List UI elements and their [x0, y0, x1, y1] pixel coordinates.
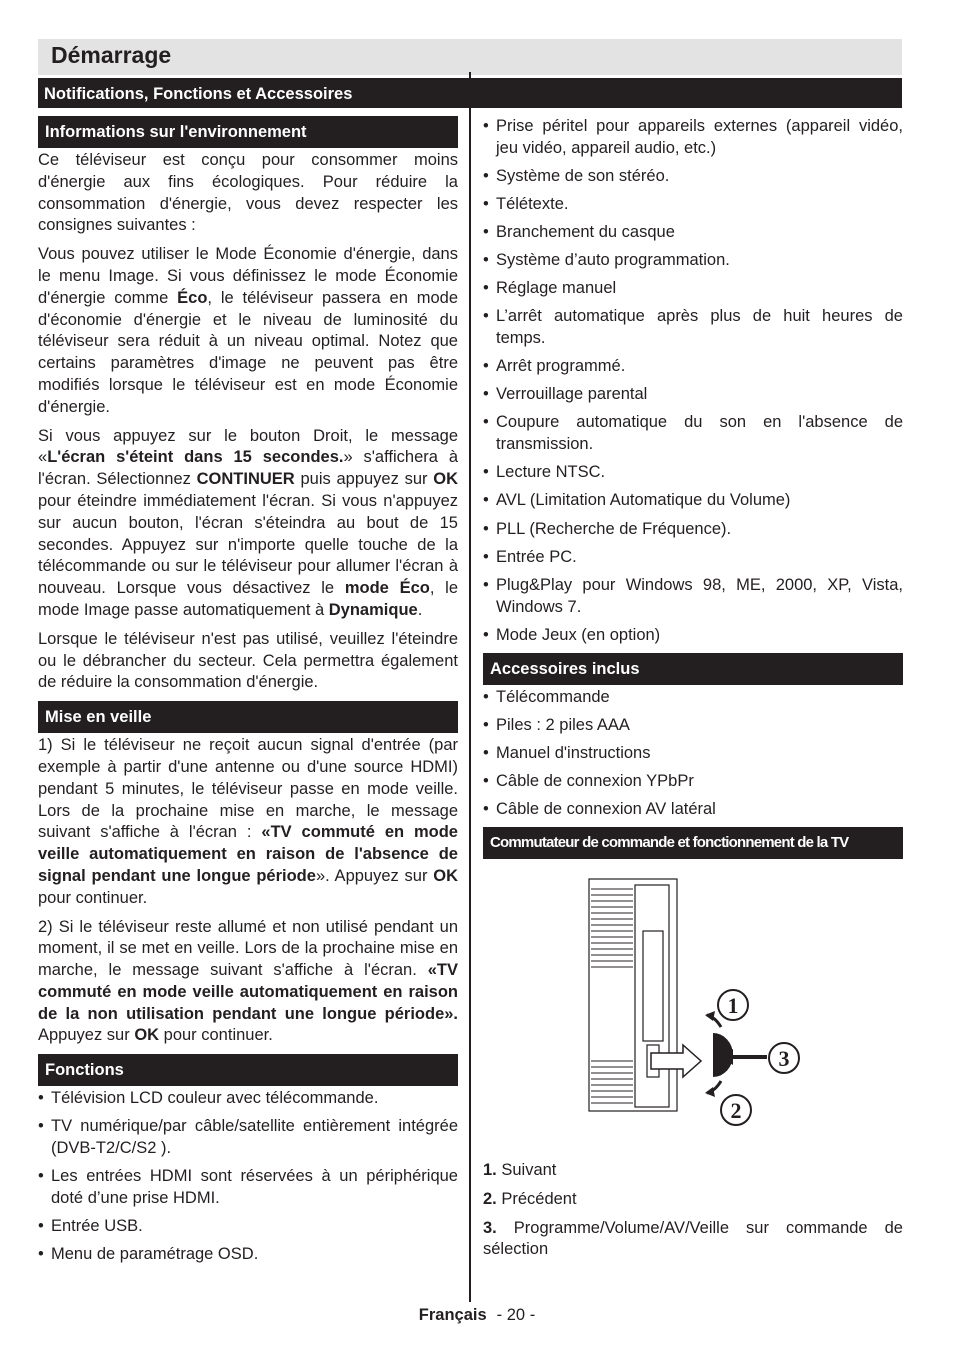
- tv-inner-panel: [643, 931, 663, 1041]
- list-item: • Entrée PC.: [483, 547, 903, 569]
- list-item: • Mode Jeux (en option): [483, 625, 903, 647]
- list-item: • L’arrêt automatique après plus de huit heures de temps.: [483, 306, 903, 350]
- standby-paragraph-1: 1) Si le téléviseur ne reçoit aucun signal d'entrée (par exemple à partir d'une antenne ou d'une source HDMI) pendant 5 minutes, le téléviseur passe en mode veille. Lors de la prochaine mise en marche, le message suivant s'affiche à l'écran : «TV commuté en mode veille automatiquement en raison de l'absence de signal pendant une longue période». Appuyez sur OK pour continuer.: [38, 736, 458, 907]
- list-item: • AVL (Limitation Automatique du Volume): [483, 490, 903, 512]
- features-heading: Fonctions: [38, 1054, 458, 1086]
- features-list-right: [483, 116, 903, 646]
- list-item: • Piles : 2 piles AAA: [483, 715, 903, 737]
- standby-paragraph-2: 2) Si le téléviseur reste allumé et non utilisé pendant un moment, il se met en veille. Lors de la prochaine mise en marche, le message suivant s'affiche à l'écran. «TV commuté en mode veille automatiquement en raison de la non utilisation pendant une longue période». Appuyez sur OK pour continuer.: [38, 917, 458, 1045]
- list-item: • Verrouillage parental: [483, 384, 903, 406]
- page-footer: [0, 1306, 954, 1325]
- label-1: 1: [727, 993, 739, 1019]
- page-title: Démarrage: [51, 42, 172, 68]
- right-column: [483, 116, 903, 1268]
- standby-heading: Mise en veille: [38, 701, 458, 733]
- list-item: • PLL (Recherche de Fréquence).: [483, 519, 903, 541]
- label-2: 2: [730, 1098, 742, 1124]
- tv-side-panel: [589, 879, 677, 1111]
- list-item: • Les entrées HDMI sont réservées à un périphérique doté d’une prise HDMI.: [38, 1166, 458, 1210]
- list-item: • Entrée USB.: [38, 1216, 458, 1238]
- control-heading: Commutateur de commande et fonctionnement de la TV: [483, 827, 903, 859]
- page-number: - 20 -: [496, 1306, 536, 1324]
- list-item: • Branchement du casque: [483, 222, 903, 244]
- accessories-list: [483, 687, 903, 821]
- list-item: • Câble de connexion YPbPr: [483, 771, 903, 793]
- list-item: • Menu de paramétrage OSD.: [38, 1244, 458, 1266]
- list-item: • Télécommande: [483, 687, 903, 709]
- column-divider: [469, 72, 471, 1302]
- list-item: • Système d’auto programmation.: [483, 250, 903, 272]
- tv-vent-lines: [591, 889, 633, 1103]
- tv-control-diagram: [483, 865, 903, 1145]
- footer-language: Français: [418, 1306, 487, 1324]
- control-item-1: 1. Suivant: [483, 1160, 557, 1179]
- list-item: • Manuel d'instructions: [483, 743, 903, 765]
- left-column: [38, 116, 458, 1272]
- title-bar: [38, 39, 902, 75]
- env-paragraph-1: Ce téléviseur est conçu pour consommer moins d'énergie aux fins écologiques. Pour réduire la consommation d'énergie, vous devez respecter les consignes suivantes :: [38, 151, 458, 235]
- list-item: • Arrêt programmé.: [483, 356, 903, 378]
- list-item: • Télétexte.: [483, 194, 903, 216]
- accessories-heading: Accessoires inclus: [483, 653, 903, 685]
- control-item-2: 2. Précédent: [483, 1189, 577, 1208]
- list-item: • Câble de connexion AV latéral: [483, 799, 903, 821]
- control-item-3: 3. Programme/Volume/AV/Veille sur commande de sélection: [483, 1218, 903, 1259]
- list-item: • Coupure automatique du son en l'absence de transmission.: [483, 412, 903, 456]
- env-paragraph-3: Si vous appuyez sur le bouton Droit, le message «L'écran s'éteint dans 15 secondes.» s'affichera à l'écran. Sélectionnez CONTINUER puis appuyez sur OK pour éteindre immédiatement l'écran. Si vous n'appuyez sur aucun bouton, l'écran s'éteindra au bout de 15 secondes. Appuyez sur n'importe quelle touche de la télécommande ou sur le téléviseur pour allumer l'écran à nouveau. Lorsque vous désactivez le mode Éco, le mode Image passe automatiquement à Dynamique.: [38, 426, 459, 619]
- list-item: • Télévision LCD couleur avec télécommande.: [38, 1088, 458, 1110]
- list-item: • TV numérique/par câble/satellite entièrement intégrée (DVB-T2/C/S2 ).: [38, 1116, 458, 1160]
- tv-frame: [635, 885, 669, 1107]
- env-heading: Informations sur l'environnement: [38, 116, 458, 148]
- list-item: • Plug&Play pour Windows 98, ME, 2000, XP, Vista, Windows 7.: [483, 575, 903, 619]
- env-paragraph-2: Vous pouvez utiliser le Mode Économie d'énergie, dans le menu Image. Si vous définissez le mode Économie d'énergie comme Éco, le téléviseur passera en mode d'économie d'énergie et le niveau de luminosité du téléviseur sera réduit à un niveau optimal. Notez que certains paramètres d'image ne peuvent pas être modifiés lorsque le téléviseur est en mode Économie d'énergie.: [38, 245, 458, 416]
- label-3: 3: [778, 1046, 790, 1072]
- list-item: • Réglage manuel: [483, 278, 903, 300]
- main-section-title: Notifications, Fonctions et Accessoires: [44, 85, 353, 103]
- list-item: • Prise péritel pour appareils externes (appareil vidéo, jeu vidéo, appareil audio, etc.): [483, 116, 903, 160]
- features-list-left: [38, 1088, 458, 1266]
- list-item: • Système de son stéréo.: [483, 166, 903, 188]
- list-item: • Lecture NTSC.: [483, 462, 903, 484]
- env-paragraph-4: Lorsque le téléviseur n'est pas utilisé, veuillez l'éteindre ou le débrancher du secteur. Cela permettra également de réduire la consommation d'énergie.: [38, 629, 458, 692]
